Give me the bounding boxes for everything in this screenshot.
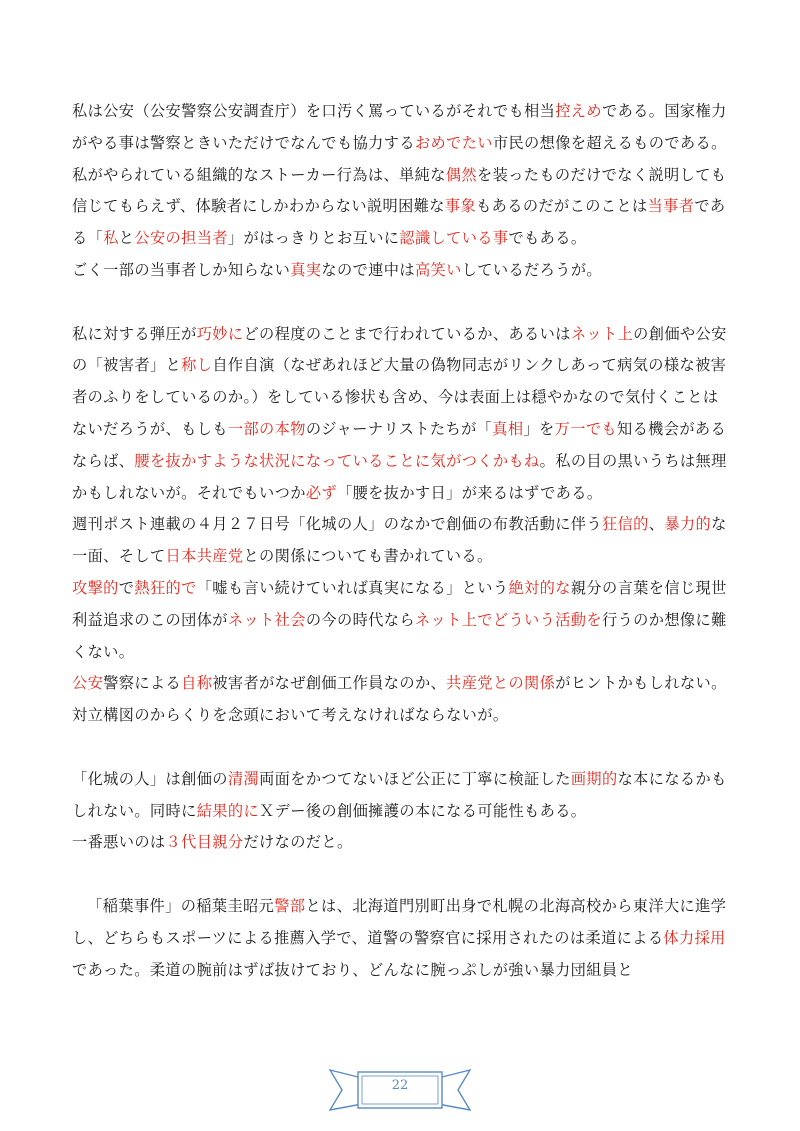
paragraph <box>72 573 732 668</box>
body-text: 私がやられている組織的なストーカー行為は、単純な <box>72 165 446 184</box>
paragraph <box>72 96 732 160</box>
paragraph <box>72 255 732 287</box>
page-footer <box>328 1060 472 1120</box>
body-text: の今の時代なら <box>305 610 415 629</box>
body-text: 親分の言葉を信じ現世利益追求のこの団体が <box>72 578 727 629</box>
body-text: 被害者がなぜ創価工作員なのか、 <box>212 674 447 693</box>
body-text: だけなのだと。 <box>243 833 353 852</box>
body-text: がヒントかもしれない。対立構図のからくりを念頭において考えなければならないが。 <box>72 674 727 725</box>
emphasis-text: 結果的に <box>196 801 260 820</box>
paragraph-gap <box>72 732 732 764</box>
emphasis-text: 高笑い <box>414 260 462 279</box>
body-text: 、 <box>648 515 665 534</box>
body-text: 私は公安（公安警察公安調査庁）を口汚く罵っているがそれでも相当 <box>72 102 556 120</box>
paragraph-gap <box>72 287 732 319</box>
body-text: で <box>118 578 135 597</box>
emphasis-text: 当事者 <box>647 197 695 216</box>
emphasis-text: 清濁 <box>227 769 260 788</box>
body-text: ごく一部の当事者しか知らない <box>72 260 291 279</box>
emphasis-text: 自称 <box>181 674 213 693</box>
emphasis-text: 万一でも <box>554 419 617 438</box>
emphasis-text: 認識している事 <box>399 229 509 248</box>
body-text: 「嘘も言い続けていれば真実になる」という <box>196 578 509 597</box>
body-text: 「稲葉事件」の稲葉圭昭元 <box>87 896 275 915</box>
emphasis-text: 共産党との関係 <box>446 674 556 693</box>
emphasis-text: 暴力的 <box>664 515 712 534</box>
body-text: なので連中は <box>321 260 415 279</box>
body-text: 知る機会があるならば、 <box>72 419 727 470</box>
body-text: 一番悪いのは <box>72 833 166 852</box>
body-text: な本になるかもしれない。同時に <box>72 769 727 820</box>
emphasis-text: 攻撃的 <box>72 578 119 597</box>
body-text: であった。柔道の腕前はずば抜けており、どんなに腕っぷしが強い暴力団組員と <box>72 960 633 979</box>
emphasis-text: 腰を抜かすような状況になっていることに気がつくかもね <box>134 451 540 470</box>
body-text: しているだろうが。 <box>461 260 603 279</box>
body-text: 」を <box>523 419 555 438</box>
emphasis-text: おめでたい <box>414 133 493 152</box>
emphasis-text: 必ず <box>305 483 337 502</box>
emphasis-text: 一部の本物 <box>227 419 306 438</box>
body-text: 自作自演（なぜあれほど大量の偽物同志がリンクしあって病気の様な被害者のふりをしているのか。）をしている惨状も含め、今は表面上は穏やかなので気付くことはないだろうが、もしも <box>72 356 727 438</box>
body-text: の創価や公安の「被害者」と <box>72 324 727 375</box>
body-text: どの程度のことまで行われているか、あるいは <box>243 324 571 343</box>
emphasis-text: 公安 <box>72 674 104 693</box>
body-text: を装ったものだけでなく説明しても信じてもらえず、体験者にしかわからない説明困難な <box>72 165 727 216</box>
emphasis-text: 私 <box>103 229 119 248</box>
body-text: Ｘデー後の創価擁護の本になる可能性もある。 <box>259 801 587 820</box>
emphasis-text: 絶対的な <box>508 578 571 597</box>
body-text: 市民の想像を超えるものである。 <box>492 133 727 152</box>
emphasis-text: ネット上 <box>570 324 634 343</box>
paragraph <box>72 319 732 510</box>
paragraph <box>72 668 732 732</box>
body-text: 「腰を抜かす日」が来るはずである。 <box>337 483 603 502</box>
paragraph <box>72 827 732 859</box>
emphasis-text: 公安の担当者 <box>134 229 228 248</box>
body-text: との関係についても書かれている。 <box>243 547 493 566</box>
body-text: 両面をかつてないほど公正に丁寧に検証した <box>259 769 571 788</box>
body-text: 「化城の人」は創価の <box>72 769 228 788</box>
emphasis-text: 真実 <box>290 260 322 279</box>
emphasis-text: 画期的 <box>570 769 618 788</box>
emphasis-text: 控えめ <box>555 102 602 120</box>
body-text: と <box>118 229 135 248</box>
paragraph <box>72 764 732 828</box>
emphasis-text: 称し <box>181 356 213 375</box>
body-text: もあるのだがこのことは <box>476 197 648 216</box>
emphasis-text: 警部 <box>274 896 306 915</box>
paragraph <box>72 160 732 255</box>
paragraph <box>72 891 732 986</box>
body-text: のジャーナリストたちが「 <box>305 419 493 438</box>
emphasis-text: 巧妙に <box>196 324 244 343</box>
body-text: 警察による <box>103 674 182 693</box>
body-text: 週刊ポスト連載の４月２７日号「化城の人」のなかで創価の布教活動に伴う <box>72 515 602 534</box>
emphasis-text: ネット社会 <box>227 610 306 629</box>
emphasis-text: 狂信的 <box>601 515 649 534</box>
body-text: とは、北海道門別町出身で札幌の北海高校から東洋大に進学し、どちらもスポーツによる推薦入学で、道警の警察官に採用されたのは柔道による <box>72 896 727 947</box>
document-body <box>72 96 732 986</box>
body-text: 行うのか想像に難くない。 <box>72 610 727 661</box>
emphasis-text: 熱狂的で <box>134 578 197 597</box>
paragraph <box>72 509 732 573</box>
body-text: である「 <box>72 197 726 248</box>
emphasis-text: ３代目親分 <box>165 833 244 852</box>
body-text: である。国家権力がやる事は警察ときいただけでなんでも協力する <box>72 102 727 152</box>
body-text: 。私の目の黒いうちは無理かもしれないが。それでもいつか <box>72 451 727 502</box>
page-number: 22 <box>391 1078 409 1093</box>
body-text: 私に対する弾圧が <box>72 324 197 343</box>
body-text: でもある。 <box>508 229 587 248</box>
body-text: な一面、そして <box>72 515 727 566</box>
emphasis-text: 真相 <box>492 419 524 438</box>
emphasis-text: 日本共産党 <box>165 547 244 566</box>
body-text: 」がはっきりとお互いに <box>227 229 400 248</box>
emphasis-text: 偶然 <box>445 165 477 184</box>
paragraph-gap <box>72 859 732 891</box>
emphasis-text: 事象 <box>444 197 477 216</box>
emphasis-text: ネット上でどういう活動を <box>414 610 602 629</box>
emphasis-text: 体力採用 <box>663 928 726 947</box>
